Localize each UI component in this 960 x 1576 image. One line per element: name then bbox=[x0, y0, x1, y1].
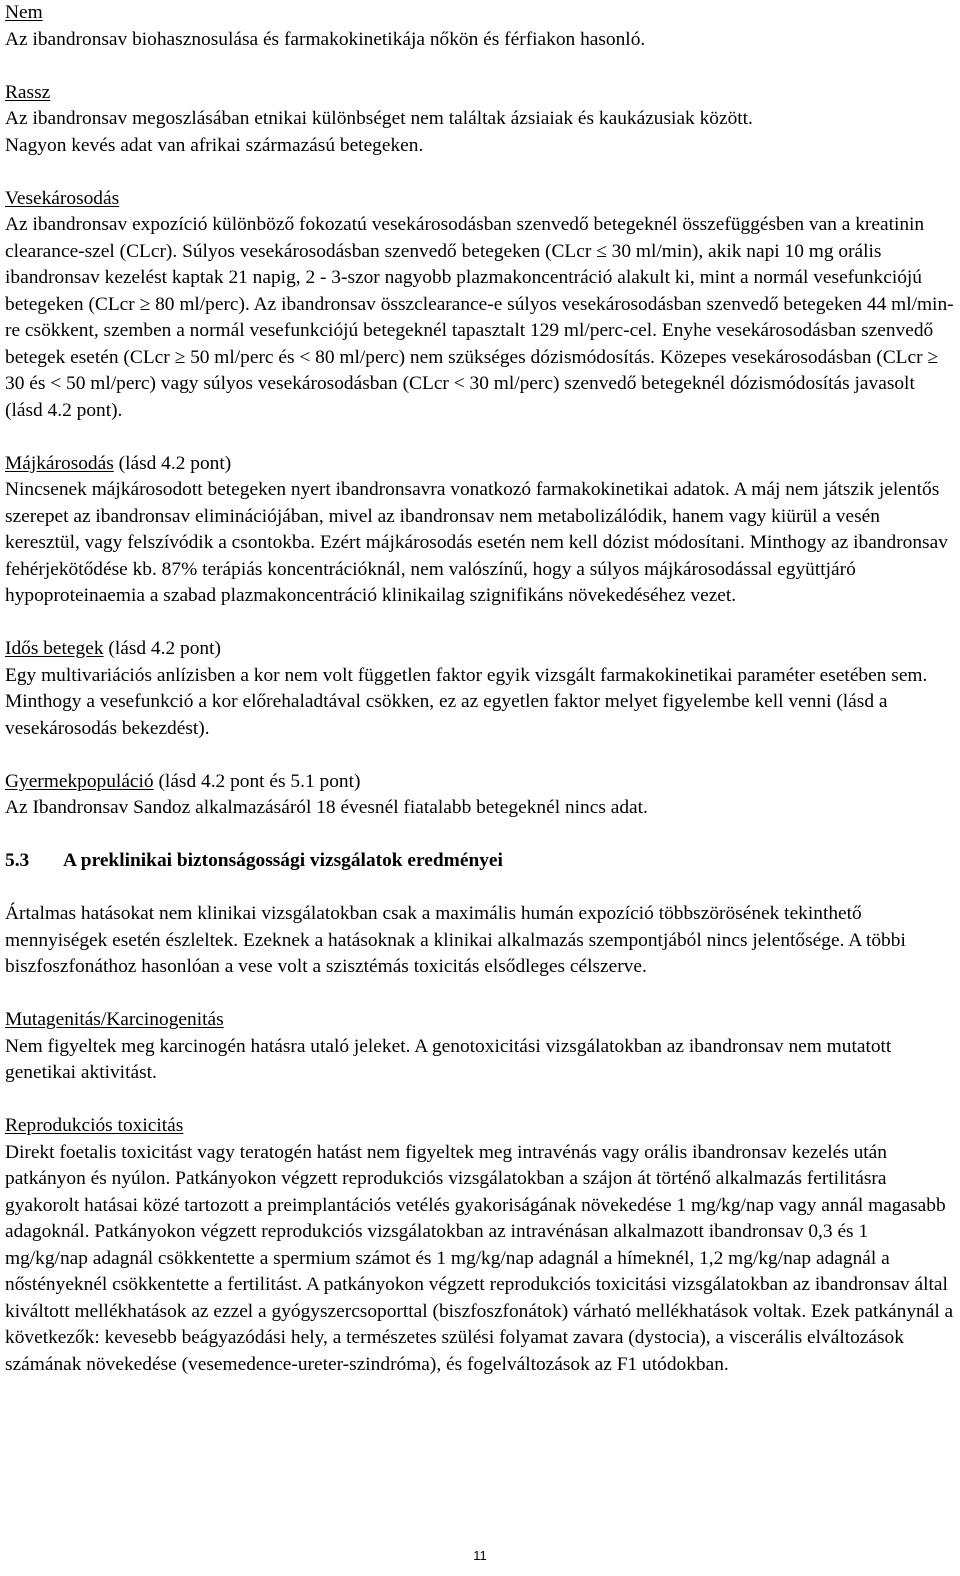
section-heading-title: A preklinikai biztonságossági vizsgálatok eredményei bbox=[63, 850, 503, 871]
section-ref-majkarosodas: (lásd 4.2 pont) bbox=[113, 452, 232, 474]
section-header-gyermekpopulacio bbox=[5, 769, 955, 796]
section-mutagenitas bbox=[5, 1007, 955, 1087]
section-rassz bbox=[5, 80, 955, 160]
document-page bbox=[5, 0, 955, 1378]
section-text-nem: Az ibandronsav biohasznosulása és farmakokinetikája nőkön és férfiakon hasonló. bbox=[5, 28, 646, 50]
section-text-vesekarosodas: Az ibandronsav expozíció különböző fokozatú vesekárosodásban szenvedő betegeknél összefüggésben van a kreatinin clearance-szel (CLcr). Súlyos vesekárosodásban szenvedő betegeken (CLcr ≤ 30 ml/min), akik napi 10 mg orális ibandronsav kezelést kaptak 21 napig, 2 - 3-szor nagyobb plazmakoncentráció alakult ki, mint a normál vesefunkciójú betegeken (CLcr ≥ 80 ml/perc). Az ibandronsav összclearance-e súlyos vesekárosodásban szenvedő betegeken 44 ml/min-re csökkent, szemben a normál vesefunkciójú betegeknél tapasztalt 129 ml/perc-cel. Enyhe vesekárosodásban szenvedő betegek esetén (CLcr ≥ 50 ml/perc és < 80 ml/perc) nem szükséges dózismódosítás. Közepes vesekárosodásban (CLcr ≥ 30 és < 50 ml/perc) vagy súlyos vesekárosodásban (CLcr < 30 ml/perc) szenvedő betegeknél dózismódosítás javasolt (lásd 4.2 pont). bbox=[5, 214, 954, 421]
section-title-majkarosodas: Májkárosodás bbox=[5, 452, 114, 474]
section-text-rassz-1: Az ibandronsav megoszlásában etnikai különbséget nem találtak ázsiaiak és kaukázusiak között. bbox=[5, 108, 753, 129]
section-ref-gyermekpopulacio: (lásd 4.2 pont és 5.1 pont) bbox=[153, 770, 361, 792]
section-title-nem: Nem bbox=[5, 2, 43, 23]
section-title-gyermekpopulacio: Gyermekpopuláció bbox=[5, 770, 154, 792]
section-ref-idos-betegek: (lásd 4.2 pont) bbox=[103, 638, 221, 659]
section-title-rassz: Rassz bbox=[5, 81, 51, 103]
section-reprodukcios bbox=[5, 1113, 955, 1378]
section-idos-betegek bbox=[5, 636, 955, 742]
section-heading-5-3 bbox=[5, 848, 955, 875]
section-text-reprodukcios: Direkt foetalis toxicitást vagy teratogén hatást nem figyeltek meg intravénás vagy orális ibandronsav kezelés után patkányon és nyúlon. Patkányokon végzett reprodukciós vizsgálatokban a szájon át történő alkalmazás fertilitásra gyakorolt hatásai közé tartozott a preimplantációs vetélés gyakoriságának növekedése 1 mg/kg/nap vagy annál magasabb adagoknál. Patkányokon végzett reprodukciós vizsgálatokban az intravénásan alkalmazott ibandronsav 0,3 és 1 mg/kg/nap adagnál csökkentette a spermium számot és 1 mg/kg/nap adagnál a hímeknél, 1,2 mg/kg/nap adagnál a nőstényeknél csökkentette a fertilitást. A patkányokon végzett reprodukciós toxicitási vizsgálatokban az ibandronsav által kiváltott mellékhatások az ezzel a gyógyszercsoporttal (biszfoszfonátok) várható mellékhatások voltak. Ezek patkánynál a következők: kevesebb beágyazódási hely, a természetes szülési folyamat zavara (dystocia), a viscerális elváltozások számának növekedése (vesemedence-ureter-szindróma), és fogelváltozások az F1 utódokban. bbox=[5, 1141, 954, 1375]
section-header-majkarosodas bbox=[5, 451, 955, 478]
section-text-gyermekpopulacio: Az Ibandronsav Sandoz alkalmazásáról 18 évesnél fiatalabb betegeknél nincs adat. bbox=[5, 797, 648, 818]
page-number: 11 bbox=[473, 1548, 487, 1563]
section-text-rassz-2: Nagyon kevés adat van afrikai származású betegeken. bbox=[5, 134, 424, 156]
section-vesekarosodas bbox=[5, 186, 955, 425]
section-title-vesekarosodas: Vesekárosodás bbox=[5, 187, 120, 209]
section-title-idos-betegek: Idős betegek bbox=[5, 638, 104, 659]
section-title-reprodukcios: Reprodukciós toxicitás bbox=[5, 1115, 184, 1136]
section-text-preklinikai: Ártalmas hatásokat nem klinikai vizsgálatokban csak a maximális humán expozíció többszörösének tekinthető mennyiségek esetén észleltek. Ezeknek a hatásoknak a klinikai alkalmazás szempontjából nincs jelentősége. A többi biszfoszfonáthoz hasonlóan a vese volt a szisztémás toxicitás elsődleges célszerve. bbox=[5, 903, 906, 977]
section-text-mutagenitas: Nem figyeltek meg karcinogén hatásra utaló jeleket. A genotoxicitási vizsgálatokban az ibandronsav nem mutatott genetikai aktivitást. bbox=[5, 1035, 892, 1083]
section-majkarosodas bbox=[5, 451, 955, 610]
section-gyermekpopulacio bbox=[5, 769, 955, 822]
section-nem bbox=[5, 0, 955, 53]
section-text-majkarosodas: Nincsenek májkárosodott betegeken nyert ibandronsavra vonatkozó farmakokinetikai adatok. A máj nem játszik jelentős szerepet az ibandronsav eliminációjában, mivel az ibandronsav nem metabolizálódik, hanem vagy kiürül a vesén keresztül, vagy felszívódik a csontokba. Ezért májkárosodás esetén nem kell dózist módosítani. Minthogy az ibandronsav fehérjekötődése kb. 87% terápiás koncentrációknál, nem valószínű, hogy a súlyos májkárosodással együttjáró hypoproteinaemia a szabad plazmakoncentráció klinikailag szignifikáns növekedéséhez vezet. bbox=[5, 479, 948, 606]
section-header-idos-betegek bbox=[5, 636, 955, 663]
section-title-mutagenitas: Mutagenitás/Karcinogenitás bbox=[5, 1009, 224, 1030]
section-text-idos-betegek: Egy multivariációs anlízisben a kor nem volt független faktor egyik vizsgált farmakokinetikai paraméter esetében sem. Minthogy a vesefunkció a kor előrehaladtával csökken, ez az egyetlen faktor melyet figyelembe kell venni (lásd a vesekárosodás bekezdést). bbox=[5, 664, 928, 739]
section-heading-number: 5.3 bbox=[5, 850, 30, 871]
